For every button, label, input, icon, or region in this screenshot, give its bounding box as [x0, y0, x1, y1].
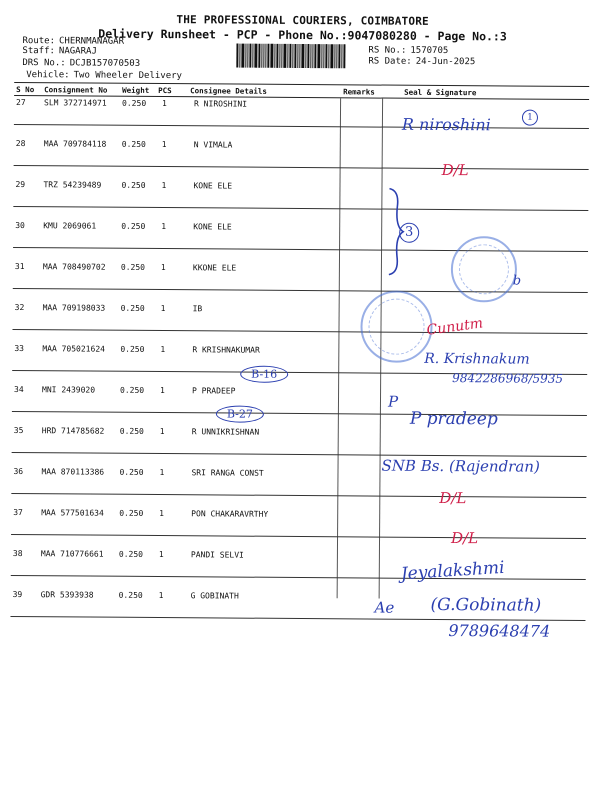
- row-sno: 32: [14, 303, 25, 313]
- barcode-bar: [330, 44, 333, 68]
- barcode-bar: [289, 44, 291, 68]
- mark-34: P: [387, 392, 399, 411]
- row-weight: 0.250: [122, 98, 147, 108]
- row-weight: 0.250: [120, 262, 146, 272]
- barcode-bar: [294, 44, 296, 68]
- barcode-bar: [307, 44, 309, 68]
- row-weight: 0.250: [119, 467, 144, 477]
- circled-mark-3: 3: [399, 223, 419, 243]
- barcode-bar: [279, 44, 280, 68]
- seal-stamp-lower: [360, 290, 433, 363]
- row-sno: 27: [16, 98, 26, 108]
- row-sno: 35: [13, 426, 24, 436]
- barcode-bar: [281, 44, 282, 68]
- row-sno: 34: [14, 385, 24, 395]
- row-sno: 39: [12, 589, 23, 600]
- barcode-bar: [325, 44, 327, 68]
- row-rule: [11, 493, 586, 498]
- barcode-bar: [252, 44, 253, 68]
- barcode-bar: [317, 44, 320, 68]
- barcode-bar: [321, 44, 322, 68]
- rs-date-field: RS Date: 24-Jun-2025: [368, 56, 476, 68]
- barcode-bar: [241, 44, 244, 68]
- row-rule: [11, 534, 586, 539]
- barcode-bar: [265, 44, 266, 68]
- row-rule: [14, 165, 589, 170]
- signature-33: R. Krishnakum: [424, 350, 530, 368]
- barcode-bar: [261, 44, 262, 68]
- barcode-bar: [245, 44, 246, 68]
- row-weight: 0.250: [121, 139, 146, 149]
- barcode-bar: [323, 44, 324, 68]
- row-sno: 37: [13, 508, 23, 518]
- barcode-bar: [341, 44, 342, 68]
- barcode-bar: [314, 44, 316, 68]
- signature-27: R niroshini: [401, 114, 491, 135]
- signature-35: P pradeep: [409, 408, 498, 430]
- row-consignment: MAA 709198033: [42, 303, 106, 313]
- row-sno: 29: [15, 180, 26, 190]
- row-consignment: MNI 2439020: [42, 385, 96, 395]
- barcode-bar: [301, 44, 304, 68]
- table-row: [13, 508, 588, 552]
- col-pcs: PCS: [158, 86, 172, 96]
- company-title: THE PROFESSIONAL COURIERS, COIMBATORE: [176, 13, 429, 28]
- row-weight: 0.250: [120, 303, 145, 313]
- row-rule: [12, 411, 587, 416]
- row-pcs: 1: [160, 345, 166, 355]
- col-consignee: Consignee Details: [190, 86, 267, 96]
- row-rule: [12, 329, 587, 334]
- row-pcs: 1: [158, 591, 164, 601]
- row-weight: 0.250: [120, 344, 145, 354]
- rs-no-field: RS No.: 1570705: [368, 45, 449, 57]
- row-weight: 0.250: [119, 426, 144, 436]
- row-sno: 31: [14, 262, 25, 272]
- row-consignment: MAA 709784118: [43, 139, 107, 149]
- barcode-bar: [310, 44, 311, 68]
- col-seal: Seal & Signature: [404, 87, 477, 98]
- phone-33: 9842286968/5935: [452, 371, 564, 386]
- row-consignee: R NIROSHINI: [194, 99, 248, 109]
- row-weight: 0.250: [121, 221, 146, 231]
- row-rule: [13, 206, 588, 211]
- col-weight: Weight: [122, 85, 150, 95]
- row-pcs: 1: [160, 386, 165, 396]
- staff-field: Staff: NAGARAJ: [22, 46, 97, 57]
- table-row: [14, 385, 589, 429]
- phone-39: 9789648474: [448, 621, 551, 641]
- signature-39: (G.Gobinath): [430, 594, 542, 616]
- row-consignee: PON CHAKARAVRTHY: [191, 509, 269, 519]
- barcode-bar: [274, 44, 275, 68]
- vehicle-field: Vehicle: Two Wheeler Delivery: [26, 70, 183, 82]
- row-pcs: 1: [161, 181, 167, 191]
- drs-field: DRS No.: DCJB157070503: [22, 58, 141, 69]
- row-consignment: GDR 5393938: [40, 590, 94, 600]
- barcode-bar: [336, 44, 337, 68]
- dl-note-28: D/L: [441, 160, 469, 180]
- row-sno: 30: [15, 221, 25, 231]
- dl-note-36: D/L: [439, 488, 467, 508]
- barcode-bar: [343, 44, 345, 68]
- row-consignment: TRZ 54239489: [43, 180, 102, 190]
- barcode-bar: [292, 44, 293, 68]
- row-pcs: 1: [161, 222, 167, 232]
- barcode-bar: [312, 44, 313, 68]
- row-consignee: R UNNIKRISHNAN: [191, 427, 260, 437]
- barcode-bar: [334, 44, 335, 68]
- col-remarks: Remarks: [343, 87, 375, 97]
- barcode-bar: [258, 44, 260, 68]
- row-consignee: KKONE ELE: [192, 263, 237, 273]
- barcode-bar: [239, 44, 240, 68]
- table-row: [15, 180, 590, 224]
- mark-39: Ae: [374, 598, 395, 617]
- barcode-bar: [328, 44, 329, 68]
- row-consignee: PANDI SELVI: [190, 550, 244, 560]
- row-consignment: MAA 710776661: [40, 549, 104, 559]
- row-consignment: HRD 714785682: [41, 426, 105, 436]
- row-consignee: KONE ELE: [193, 181, 233, 191]
- barcode-bar: [287, 44, 288, 68]
- row-pcs: 1: [159, 427, 165, 437]
- runsheet-title: Delivery Runsheet - PCP - Phone No.:9047080280 - Page No.:3: [98, 26, 507, 44]
- table-row: [14, 303, 589, 347]
- row-pcs: 1: [159, 509, 165, 519]
- barcode-bar: [270, 44, 273, 68]
- row-consignment: MAA 870113386: [41, 467, 105, 477]
- row-consignment: MAA 705021624: [42, 344, 106, 354]
- row-consignee: G GOBINATH: [190, 591, 239, 601]
- row-rule: [14, 124, 589, 129]
- barcode-bar: [305, 44, 306, 68]
- row-pcs: 1: [160, 263, 166, 273]
- row-consignee: SRI RANGA CONST: [191, 468, 264, 478]
- barcode-bar: [283, 44, 286, 68]
- barcode-bar: [254, 44, 257, 68]
- table-row: [16, 139, 591, 183]
- row-weight: 0.250: [120, 385, 145, 395]
- row-consignee: R KRISHNAKUMAR: [192, 345, 260, 355]
- col-consignment: Consignment No: [44, 85, 108, 95]
- row-sno: 36: [13, 467, 24, 477]
- row-pcs: 1: [159, 468, 165, 478]
- row-sno: 33: [14, 344, 25, 354]
- note-34-b16: B-16: [240, 366, 288, 383]
- row-sno: 28: [15, 139, 26, 149]
- signature-36: SNB Bs. (Rajendran): [381, 456, 540, 476]
- barcode-bar: [263, 44, 264, 68]
- row-consignee: N VIMALA: [193, 140, 233, 150]
- barcode-bar: [297, 44, 298, 68]
- barcode-bar: [267, 44, 269, 68]
- signature-38: Jeyalakshmi: [400, 557, 506, 585]
- seal-stamp-upper: [451, 236, 517, 302]
- row-pcs: 1: [160, 304, 166, 314]
- barcode: [236, 44, 358, 69]
- curly-mark-31: b: [512, 273, 522, 289]
- circled-mark-27: 1: [522, 110, 538, 126]
- barcode-bar: [236, 44, 238, 68]
- row-consignment: MAA 708490702: [42, 262, 106, 272]
- table-row: [16, 98, 591, 142]
- barcode-bar: [249, 44, 251, 68]
- row-rule: [10, 616, 585, 621]
- col-sno: S No: [16, 85, 35, 95]
- row-weight: 0.250: [121, 180, 146, 190]
- row-weight: 0.250: [118, 590, 143, 600]
- row-pcs: 1: [158, 550, 164, 560]
- row-weight: 0.250: [119, 508, 144, 518]
- row-pcs: 1: [162, 99, 167, 109]
- barcode-bar: [299, 44, 300, 68]
- row-consignee: IB: [192, 304, 203, 314]
- row-pcs: 1: [161, 140, 167, 150]
- row-consignment: SLM 372714971: [44, 98, 107, 108]
- row-weight: 0.250: [118, 549, 144, 559]
- row-consignment: KMU 2069061: [43, 221, 97, 231]
- barcode-bar: [338, 44, 340, 68]
- row-rule: [12, 452, 587, 457]
- note-33-red: Cunutm: [425, 315, 484, 339]
- route-field: Route: CHERNMANAGAR: [22, 36, 125, 47]
- row-consignee: KONE ELE: [193, 222, 232, 232]
- barcode-bar: [247, 44, 248, 68]
- row-sno: 38: [12, 548, 23, 559]
- dl-note-37: D/L: [450, 529, 479, 548]
- note-34-b27: B-27: [216, 405, 264, 422]
- barcode-bar: [276, 44, 278, 68]
- row-consignment: MAA 577501634: [41, 508, 104, 518]
- row-consignee: P PRADEEP: [192, 386, 236, 396]
